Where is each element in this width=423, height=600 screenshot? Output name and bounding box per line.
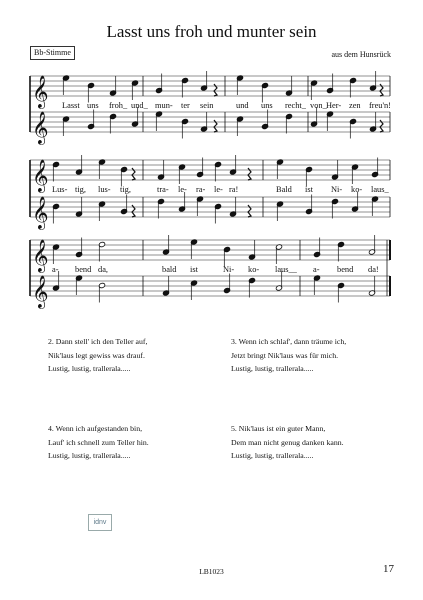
treble-clef: 𝄞 [32,75,49,108]
lyric-syllable: bend [75,265,92,274]
verse-line: Lauf' ich schnell zum Teller hin. [48,437,149,447]
song-origin: aus dem Hunsrück [331,50,391,59]
lyric-syllable: tig, [120,185,131,194]
verse-line: 4. Wenn ich aufgestanden bin, [48,424,143,433]
lyric-syllable: uns [261,101,273,110]
lyric-syllable: Ni- [331,185,343,194]
lyric-syllable: Lasst [62,101,80,110]
publisher-stamp: idnv [88,514,112,531]
verse-line: Lustig, lustig, trallerala..... [48,364,131,373]
lyric-syllable: da, [98,265,108,274]
verse-line: 5. Nik'laus ist ein guter Mann, [231,424,326,433]
treble-clef: 𝄞 [32,111,49,144]
lyric-syllable: mun- [155,101,173,110]
verse-line: Jetzt bringt Nik'laus was für mich. [231,350,339,360]
verse-line: 3. Wenn ich schlaf', dann träume ich, [231,337,347,346]
lyric-syllable: ist [190,265,198,274]
lyric-syllable: bend [337,265,354,274]
lyric-syllable: freu'n! [369,101,391,110]
lyric-syllable: von_ [310,101,327,110]
lyric-syllable: ra- [196,185,206,194]
verse-line: Lustig, lustig, trallerala..... [231,364,314,373]
lyric-syllable: le- [178,185,187,194]
song-title: Lasst uns froh und munter sein [106,22,317,41]
lyric-syllable: froh_ [109,101,128,110]
lyric-syllable: laus__ [275,265,297,274]
verse-line: Dem man nicht genug danken kann. [231,437,344,447]
lyric-syllable: sein [200,101,214,110]
lyric-syllable: ter [181,101,190,110]
lyric-syllable: Ni- [223,265,235,274]
lyric-syllable: zen [349,101,361,110]
verse-line: Lustig, lustig, trallerala..... [231,451,314,460]
lyric-syllable: Her- [326,101,342,110]
lyric-syllable: und [236,101,249,110]
lyric-syllable: ko- [351,185,363,194]
lyric-syllable: recht_ [285,101,306,110]
lyric-syllable: da! [368,265,379,274]
treble-clef: 𝄞 [32,275,49,308]
verse-line: 2. Dann stell' ich den Teller auf, [48,337,148,346]
lyric-syllable: ko- [248,265,260,274]
verse-line: Nik'laus legt gewiss was drauf. [48,350,145,360]
lyric-syllable: tig, [75,185,86,194]
verse-2 [48,335,147,376]
verse-5 [231,422,344,463]
lyric-syllable: a- [313,265,320,274]
verse-4 [48,422,149,463]
lyric-syllable: Bald [276,185,292,194]
lyric-syllable: und_ [131,101,148,110]
treble-clef: 𝄞 [32,196,49,229]
catalog-code: LB1023 [199,567,224,576]
lyric-syllable: ist [305,185,313,194]
lyric-syllable: tra- [157,185,169,194]
lyric-syllable: Lus- [52,185,68,194]
lyric-syllable: le- [214,185,223,194]
treble-clef: 𝄞 [32,159,49,192]
verse-line: Lustig, lustig, trallerala..... [48,451,131,460]
lyric-syllable: bald [162,265,177,274]
lyric-syllable: lus- [98,185,111,194]
verse-3 [231,335,346,376]
lyric-syllable: uns [87,101,99,110]
lyric-syllable: laus_ [371,185,389,194]
lyric-syllable: a- [52,265,59,274]
part-label: Bb-Stimme [30,46,75,60]
treble-clef: 𝄞 [32,239,49,272]
page-number: 17 [383,563,394,575]
lyric-syllable: ra! [229,185,239,194]
